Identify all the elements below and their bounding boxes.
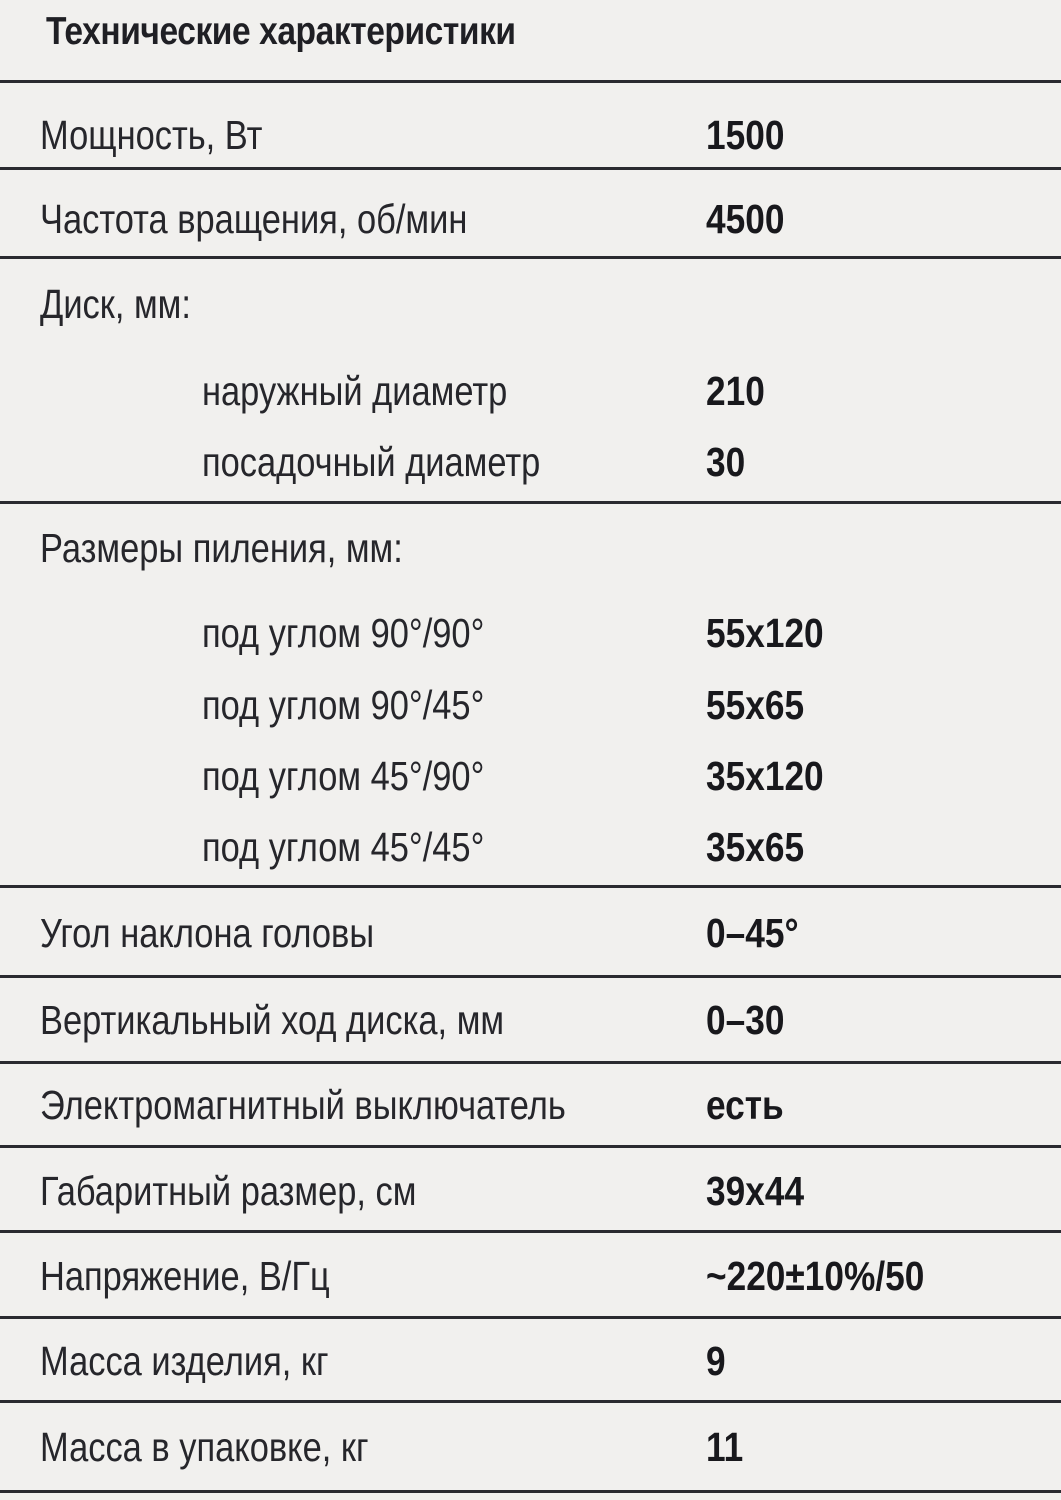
spec-label-packaged-weight: Масса в упаковке, кг — [40, 1424, 369, 1470]
spec-label-head-tilt: Угол наклона головы — [40, 910, 375, 956]
row-divider — [0, 501, 1061, 504]
spec-value-rotation-speed: 4500 — [706, 196, 785, 242]
row-divider — [0, 80, 1061, 83]
spec-label-vertical-travel: Вертикальный ход диска, мм — [40, 997, 505, 1043]
row-divider — [0, 975, 1061, 978]
spec-label-cut-90-90: под углом 90°/90° — [202, 610, 485, 656]
spec-label-disc: Диск, мм: — [40, 281, 191, 327]
spec-label-voltage: Напряжение, В/Гц — [40, 1253, 330, 1299]
row-divider — [0, 256, 1061, 259]
spec-value-cut-45-90: 35x120 — [706, 753, 824, 799]
spec-label-cut-45-90: под углом 45°/90° — [202, 753, 485, 799]
spec-value-cut-45-45: 35x65 — [706, 824, 805, 870]
row-divider — [0, 1490, 1061, 1493]
row-divider — [0, 1061, 1061, 1064]
spec-label-cutting-sizes: Размеры пиления, мм: — [40, 525, 403, 571]
spec-label-cut-90-45: под углом 90°/45° — [202, 682, 485, 728]
page-title: Технические характеристики — [46, 10, 516, 53]
spec-value-magnetic-switch: есть — [706, 1082, 784, 1128]
row-divider — [0, 1230, 1061, 1233]
spec-label-disc-outer-diameter: наружный диаметр — [202, 368, 508, 414]
row-divider — [0, 1316, 1061, 1319]
spec-value-vertical-travel: 0–30 — [706, 997, 785, 1043]
spec-label-rotation-speed: Частота вращения, об/мин — [40, 196, 468, 242]
row-divider — [0, 1145, 1061, 1148]
spec-label-magnetic-switch: Электромагнитный выключатель — [40, 1082, 566, 1128]
spec-value-voltage: ~220±10%/50 — [706, 1253, 925, 1299]
spec-value-overall-size: 39x44 — [706, 1168, 805, 1214]
spec-value-cut-90-45: 55x65 — [706, 682, 805, 728]
spec-label-overall-size: Габаритный размер, см — [40, 1168, 417, 1214]
spec-label-product-weight: Масса изделия, кг — [40, 1338, 329, 1384]
spec-label-power: Мощность, Вт — [40, 112, 263, 158]
spec-value-cut-90-90: 55x120 — [706, 610, 824, 656]
spec-label-cut-45-45: под углом 45°/45° — [202, 824, 485, 870]
row-divider — [0, 1400, 1061, 1403]
spec-value-disc-bore-diameter: 30 — [706, 439, 746, 485]
spec-label-disc-bore-diameter: посадочный диаметр — [202, 439, 541, 485]
spec-value-power: 1500 — [706, 112, 785, 158]
spec-value-packaged-weight: 11 — [706, 1424, 744, 1470]
spec-value-head-tilt: 0–45° — [706, 910, 799, 956]
spec-value-product-weight: 9 — [706, 1338, 726, 1384]
row-divider — [0, 885, 1061, 888]
spec-value-disc-outer-diameter: 210 — [706, 368, 765, 414]
row-divider — [0, 167, 1061, 170]
